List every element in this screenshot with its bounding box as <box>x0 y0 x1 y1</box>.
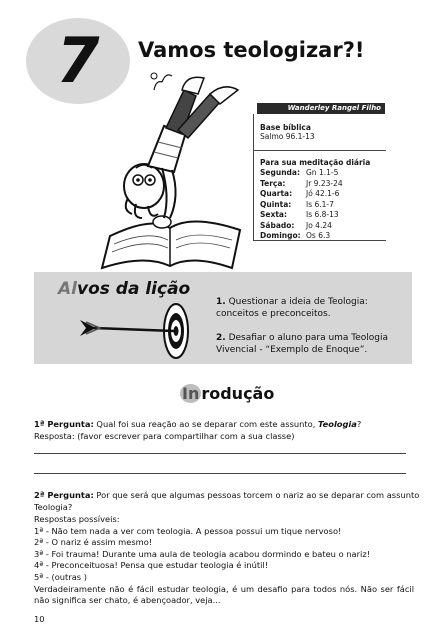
reading-day: Segunda: <box>260 168 300 177</box>
objective-text: Questionar a ideia de Teologia: conceitos e preconceitos. <box>216 297 368 319</box>
reading-row <box>260 168 370 179</box>
reading-row <box>260 210 370 221</box>
objectives-title-rest: vos da lição <box>76 279 191 299</box>
question-2-label: 2ª Pergunta: <box>34 490 94 500</box>
reading-row <box>260 221 370 232</box>
possible-answer: 4ª - Preconceituosa! Pensa que estudar teologia é inútil! <box>34 560 269 571</box>
meditation-label: Para sua meditação diária <box>260 158 371 167</box>
possible-answer: 1ª - Não tem nada a ver com teologia. A pessoa possui um tique nervoso! <box>34 525 342 536</box>
reading-ref: Is 6.1-7 <box>306 199 334 209</box>
reading-ref: Os 6.3 <box>306 231 331 240</box>
bible-base-reference: Salmo 96.1-13 <box>260 132 315 141</box>
possible-answers <box>34 514 414 607</box>
reading-day: Quarta: <box>260 189 293 198</box>
bible-base-label: Base bíblica <box>260 123 311 132</box>
lesson-title: Vamos teologizar?! <box>138 38 365 62</box>
reading-ref: Is 6.8-13 <box>306 210 339 219</box>
possible-answers-label: Respostas possíveis: <box>34 514 120 524</box>
reading-ref: Gn 1.1-5 <box>306 168 339 177</box>
cartoon-illustration <box>92 68 252 276</box>
possible-answer: 5ª - (outras ) <box>34 571 87 582</box>
daily-readings <box>260 158 370 242</box>
reading-row <box>260 189 370 200</box>
answer-line-2[interactable] <box>34 473 406 474</box>
question-1 <box>34 419 414 431</box>
reading-ref: Jr 9.23-24 <box>306 178 343 188</box>
answer-prompt: Resposta: (favor escrever para compartilhar com a sua classe) <box>34 431 295 441</box>
objective-item-2 <box>216 332 406 356</box>
objective-text: Desafiar o aluno para uma Teologia Vivencial - “Exemplo de Enoque”. <box>216 333 389 355</box>
objectives-title-initial: Al <box>58 279 77 299</box>
question-2-text: Por que será que algumas pessoas torcem o nariz ao se deparar com assunto Teologia? <box>34 490 420 512</box>
objective-number: 1. <box>216 297 226 307</box>
author-bar: Wanderley Rangel Filho <box>257 103 385 114</box>
question-1-text: Qual foi sua reação ao se deparar com este assunto, <box>96 419 316 429</box>
reading-day: Sexta: <box>260 210 287 219</box>
reading-day: Quinta: <box>260 199 292 209</box>
page-number: 10 <box>34 614 45 624</box>
reading-day: Domingo: <box>260 231 301 240</box>
question-2 <box>34 490 424 513</box>
objective-item-1 <box>216 296 406 320</box>
objectives-title <box>58 279 190 299</box>
reading-day: Sábado: <box>260 220 295 230</box>
objective-number: 2. <box>216 333 226 343</box>
reading-ref: Jo 4.24 <box>306 220 332 230</box>
introduction-title-rest: rodução <box>201 384 275 403</box>
answer-line-1[interactable] <box>34 453 406 454</box>
possible-answer: 2ª - O nariz é assim mesmo! <box>34 537 153 548</box>
reading-ref: Jó 42.1-6 <box>306 189 340 198</box>
chapter-number: 7 <box>56 24 100 97</box>
introduction-title-initial: In <box>182 384 200 403</box>
reading-row <box>260 179 370 190</box>
possible-answer: 3ª - Foi trauma! Durante uma aula de teologia acabou dormindo e bateu o nariz! <box>34 548 371 559</box>
question-1-label: 1ª Pergunta: <box>34 419 94 429</box>
introduction-title <box>180 384 274 403</box>
question-1-term: Teologia <box>318 419 357 429</box>
reading-row <box>260 200 370 211</box>
info-divider <box>254 150 386 151</box>
target-arrow-icon <box>78 300 194 362</box>
question-1-end: ? <box>356 419 362 429</box>
reading-info-box <box>253 114 386 241</box>
reading-row <box>260 231 370 242</box>
closing-paragraph: Verdadeiramente não é fácil estudar teologia, é um desafio para todos nós. Não ser fácil não significa ser chato, é abençoador, veja... <box>34 583 414 606</box>
reading-day: Terça: <box>260 178 286 188</box>
